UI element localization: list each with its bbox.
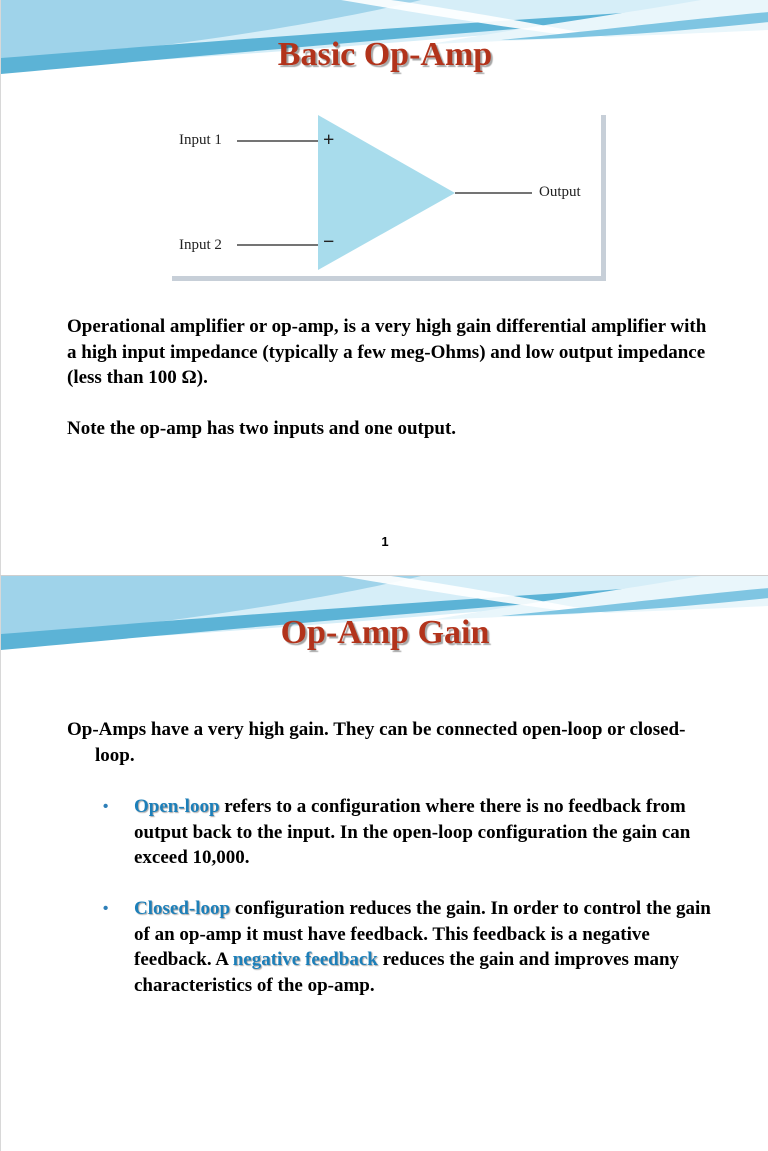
page-number: 1 bbox=[381, 534, 389, 549]
slide-title: Basic Op-Amp bbox=[277, 36, 493, 73]
term-open-loop: Open-loop bbox=[134, 796, 220, 817]
output-label: Output bbox=[539, 184, 581, 200]
op-amp-note: Note the op-amp has two inputs and one output. bbox=[67, 418, 457, 439]
bullet-icon: • bbox=[103, 798, 109, 815]
slide-title: Op-Amp Gain bbox=[280, 614, 490, 651]
slide-2 bbox=[0, 575, 768, 1151]
op-amp-description: Operational amplifier or op-amp, is a very high gain differential amplifier with a high input impedance (typically a few meg-Ohms) and low output impedance (less than 100 Ω). bbox=[67, 316, 707, 388]
plus-sign: + bbox=[323, 129, 335, 151]
amplifier-triangle bbox=[318, 115, 455, 270]
gain-intro: Op-Amps have a very high gain. They can be connected open-loop or closed-loop. bbox=[67, 719, 686, 766]
op-amp-symbol bbox=[167, 110, 601, 276]
open-loop-text: refers to a configuration where there is no feedback from output back to the input. In the open-loop configuration the gain can exceed 10,000. bbox=[134, 796, 691, 868]
minus-sign: − bbox=[323, 231, 335, 253]
input-1-label: Input 1 bbox=[179, 132, 222, 148]
bullet-open-loop bbox=[103, 794, 724, 871]
bullet-closed-loop bbox=[103, 896, 724, 998]
input-2-label: Input 2 bbox=[179, 237, 222, 253]
bullet-icon: • bbox=[103, 900, 109, 917]
term-closed-loop: Closed-loop bbox=[134, 898, 231, 919]
closed-loop-text-end: reduces the gain and improves many characteristics of the op-amp. bbox=[134, 949, 680, 996]
term-negative-feedback: negative feedback bbox=[232, 949, 378, 970]
op-amp-diagram bbox=[167, 110, 601, 276]
closed-loop-text: configuration reduces the gain. In order to control the gain of an op-amp it must have feedback. This feedback is a negative feedback. A bbox=[134, 898, 711, 970]
